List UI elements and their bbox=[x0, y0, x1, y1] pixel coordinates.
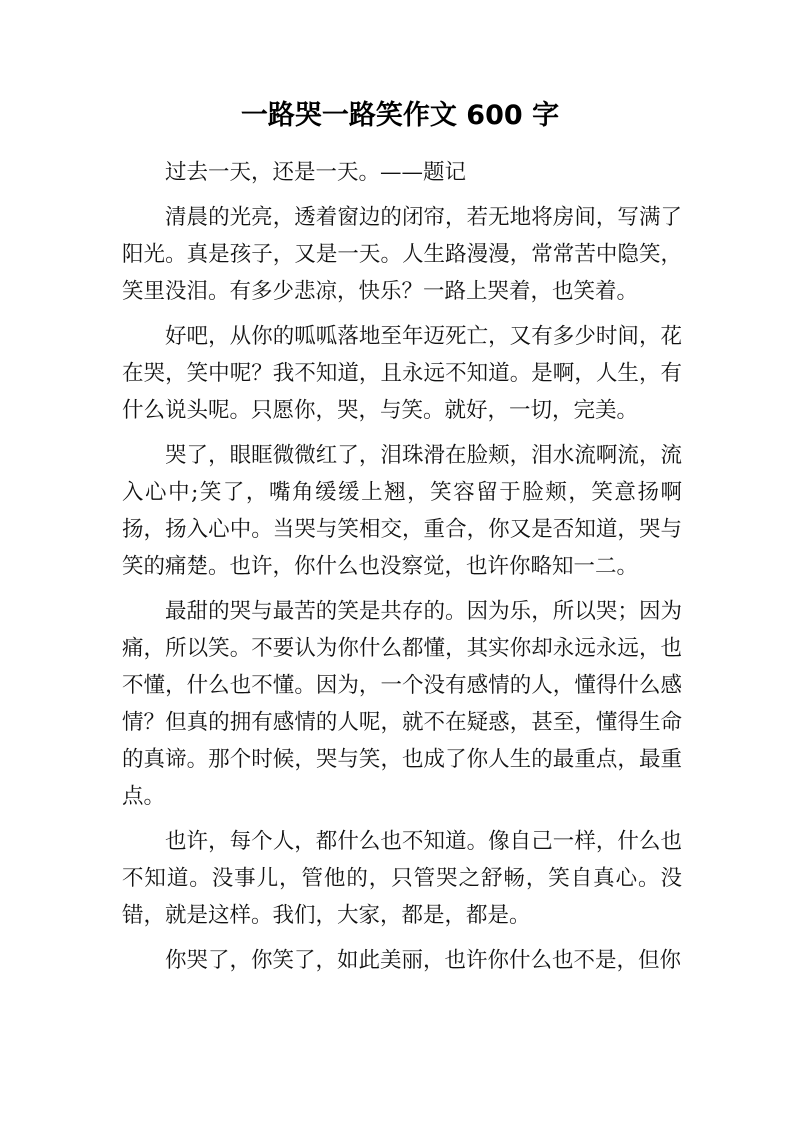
paragraph: 清晨的光亮，透着窗边的闭帘，若无地将房间，写满了阳光。真是孩子，又是一天。人生路漫漫，常常苦中隐笑，笑里没泪。有多少悲凉，快乐？一路上哭着，也笑着。 bbox=[122, 205, 682, 304]
paragraph: 最甜的哭与最苦的笑是共存的。因为乐，所以哭；因为痛，所以笑。不要认为你什么都懂，其实你却永远永远，也不懂，什么也不懂。因为，一个没有感情的人，懂得什么感情？但真的拥有感情的人呢，就不在疑惑，甚至，懂得生命的真谛。那个时候，哭与笑，也成了你人生的最重点，最重点。 bbox=[122, 599, 682, 809]
paragraph: 你哭了，你笑了，如此美丽，也许你什么也不是，但你 bbox=[165, 948, 682, 973]
document-body bbox=[122, 154, 682, 987]
paragraph: 哭了，眼眶微微红了，泪珠滑在脸颊，泪水流啊流，流入心中;笑了，嘴角缓缓上翘，笑容留于脸颊，笑意扬啊扬，扬入心中。当哭与笑相交，重合，你又是否知道，哭与笑的痛楚。也许，你什么也没察觉，也许你略知一二。 bbox=[122, 443, 682, 579]
paragraph: 也许，每个人，都什么也不知道。像自己一样，什么也不知道。没事儿，管他的，只管哭之舒畅，笑自真心。没错，就是这样。我们，大家，都是，都是。 bbox=[122, 829, 682, 928]
document-title: 一路哭一路笑作文 600 字 bbox=[240, 100, 560, 131]
paragraph-epigraph: 过去一天，还是一天。——题记 bbox=[165, 160, 467, 185]
paragraph: 好吧，从你的呱呱落地至年迈死亡，又有多少时间，花在哭，笑中呢？我不知道，且永远不知道。是啊，人生，有什么说头呢。只愿你，哭，与笑。就好，一切，完美。 bbox=[122, 324, 682, 423]
